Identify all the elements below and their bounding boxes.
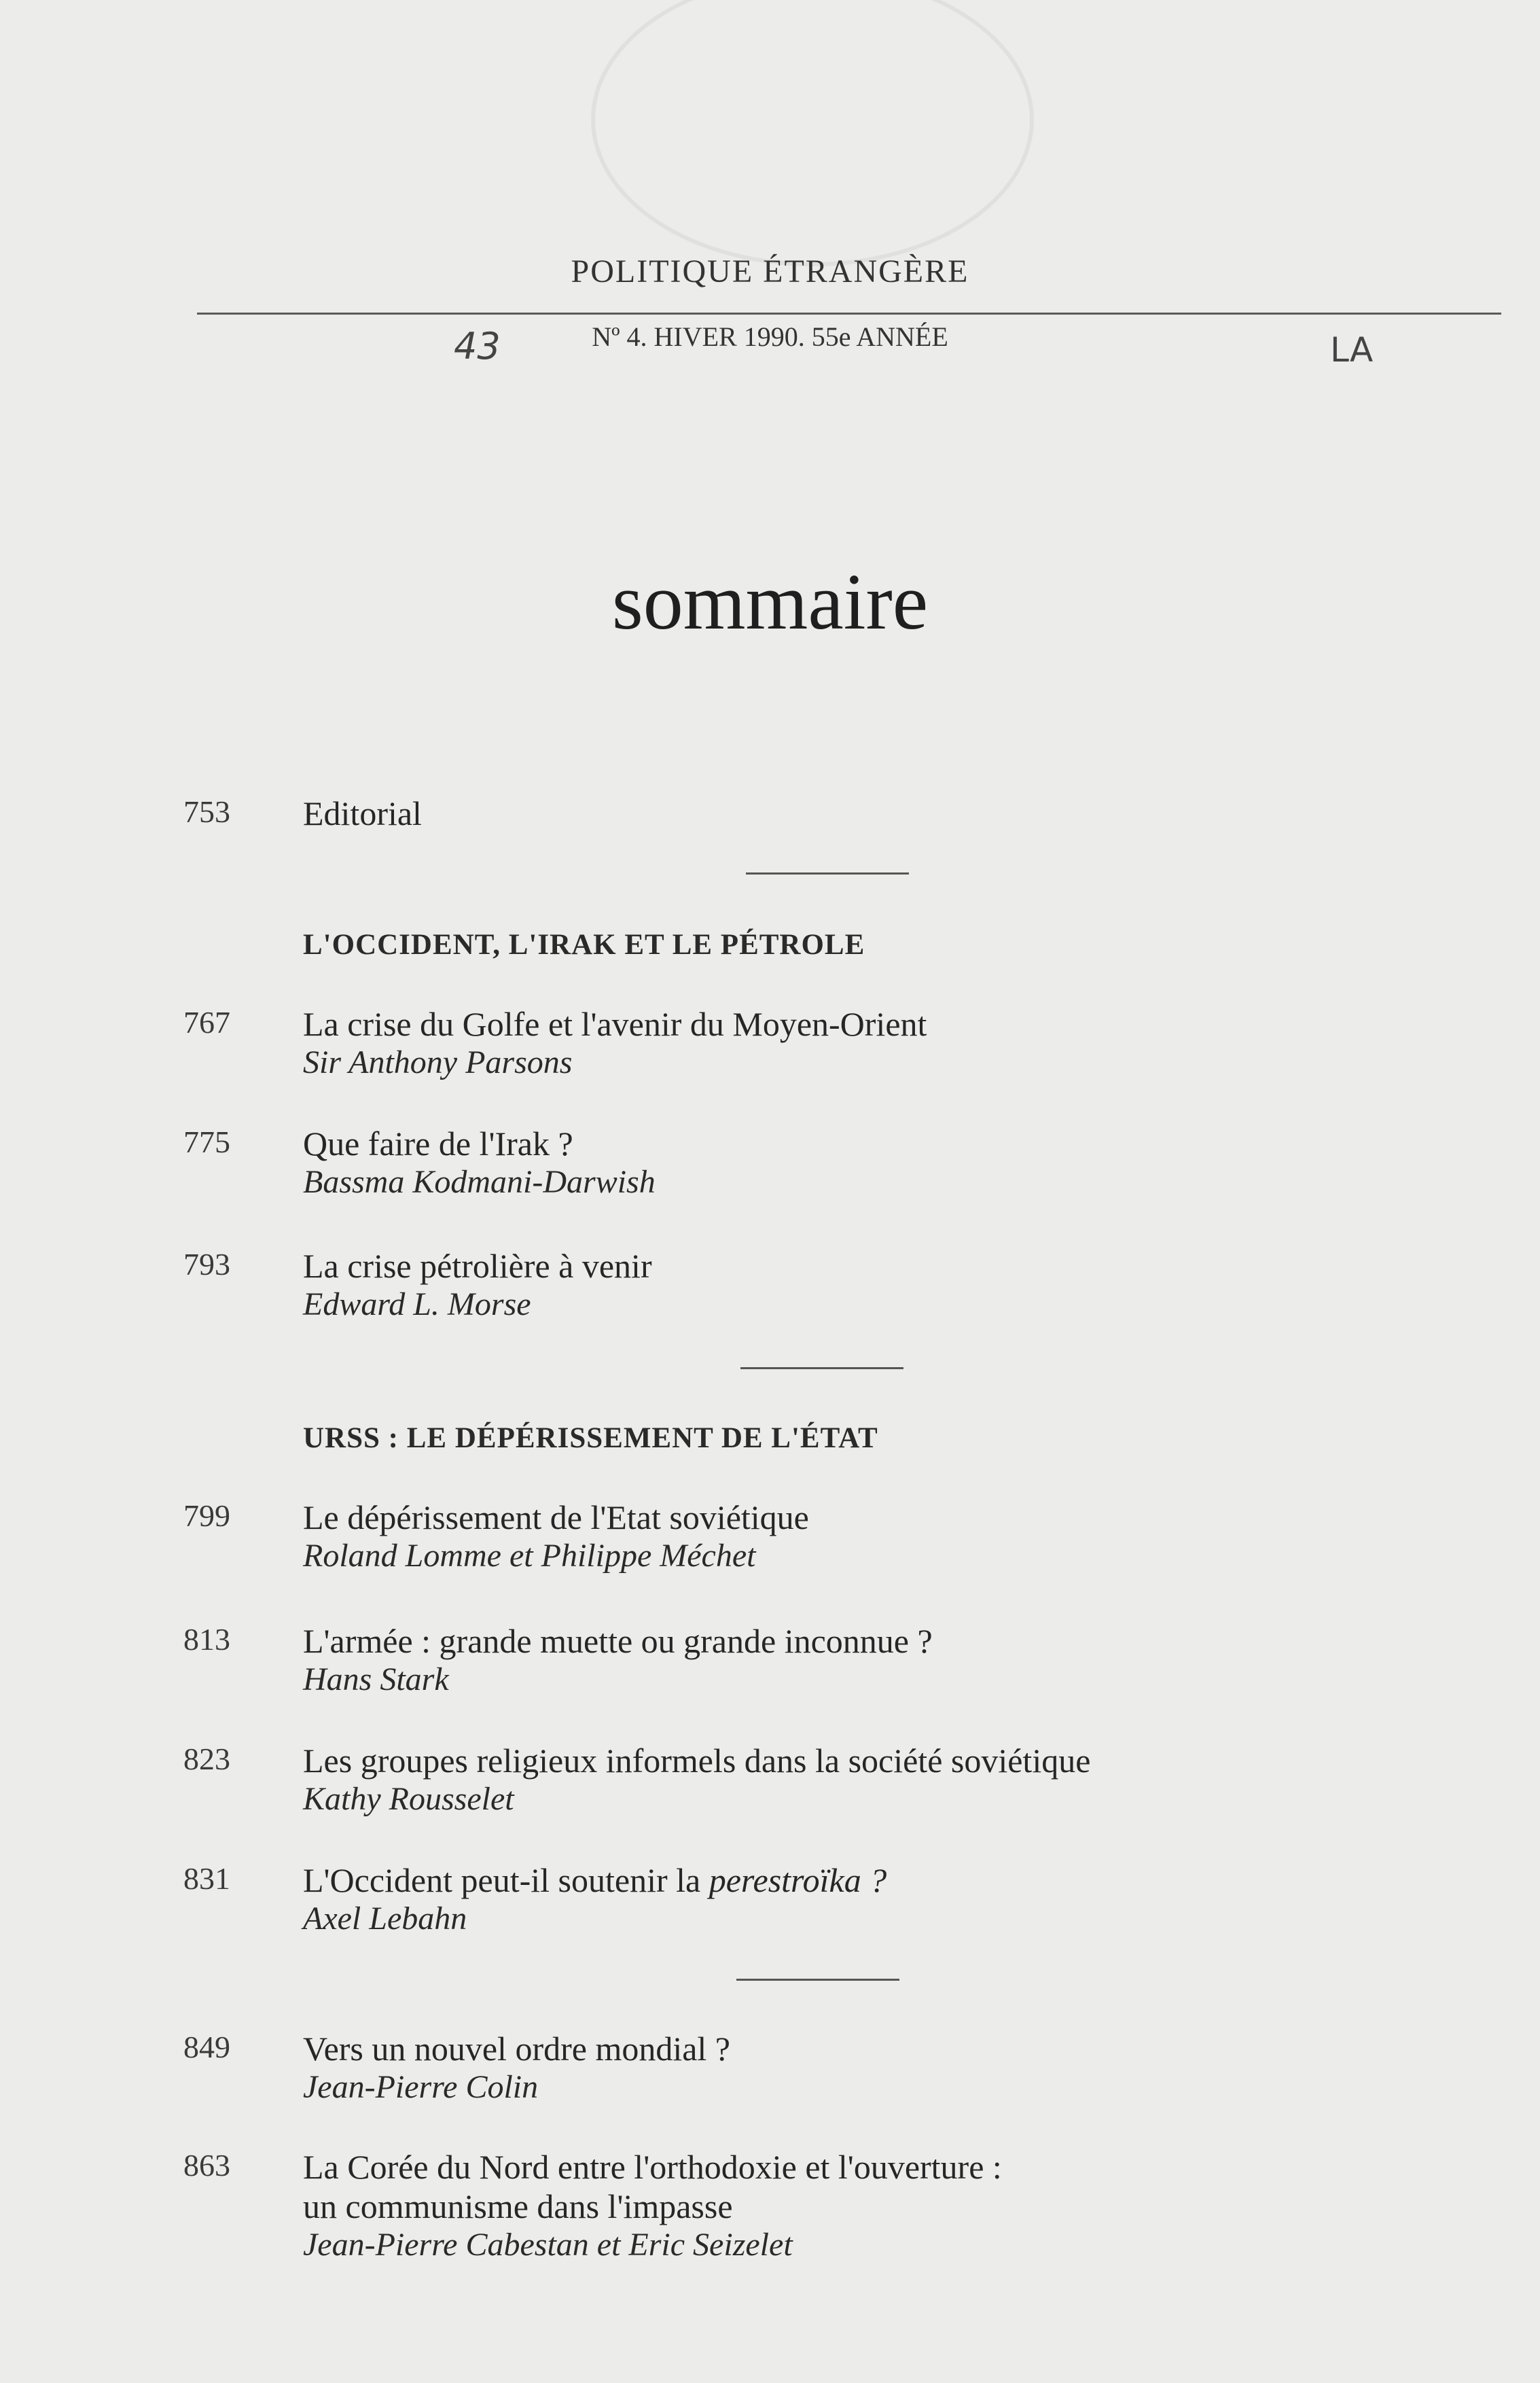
journal-title: POLITIQUE ÉTRANGÈRE <box>571 253 969 289</box>
section-divider <box>736 1979 899 1981</box>
article-title: Vers un nouvel ordre mondial ? <box>303 2030 731 2068</box>
page-number: 799 <box>183 1498 230 1533</box>
section-divider <box>746 872 909 875</box>
page-number: 775 <box>183 1125 230 1159</box>
article-title: Que faire de l'Irak ? <box>303 1125 573 1163</box>
article-title: La crise pétrolière à venir <box>303 1247 652 1285</box>
article-author: Jean-Pierre Colin <box>303 2069 539 2105</box>
article-title: La Corée du Nord entre l'orthodoxie et l'ouverture : <box>303 2148 1002 2186</box>
article-author: Edward L. Morse <box>303 1286 531 1322</box>
article-title <box>303 1860 887 1900</box>
page-number: 793 <box>183 1247 230 1282</box>
section-heading: L'OCCIDENT, L'IRAK ET LE PÉTROLE <box>303 929 865 961</box>
page-number: 849 <box>183 2030 230 2064</box>
article-author: Axel Lebahn <box>303 1901 467 1937</box>
page-number: 823 <box>183 1742 230 1776</box>
article-title: Editorial <box>303 794 422 832</box>
article-title-italic: perestroïka ? <box>709 1861 887 1899</box>
article-author: Sir Anthony Parsons <box>303 1044 573 1080</box>
page-number: 863 <box>183 2148 230 2183</box>
article-author: Roland Lomme et Philippe Méchet <box>303 1538 756 1574</box>
page-number: 767 <box>183 1005 230 1040</box>
article-author: Jean-Pierre Cabestan et Eric Seizelet <box>303 2227 793 2263</box>
issue-line <box>0 321 1540 353</box>
handwritten-note-left: 43 <box>454 325 501 368</box>
page-title: sommaire <box>611 557 929 646</box>
article-title: Le dépérissement de l'Etat soviétique <box>303 1498 809 1536</box>
page-number: 831 <box>183 1861 230 1896</box>
article-author: Kathy Rousselet <box>303 1781 514 1817</box>
library-stamp-ghost <box>591 0 1034 266</box>
page-number: 813 <box>183 1622 230 1657</box>
page-number: 753 <box>183 794 230 829</box>
article-title: Les groupes religieux informels dans la société soviétique <box>303 1742 1091 1780</box>
article-author: Bassma Kodmani-Darwish <box>303 1164 656 1200</box>
article-author: Hans Stark <box>303 1661 449 1697</box>
article-title: La crise du Golfe et l'avenir du Moyen-Orient <box>303 1005 927 1043</box>
issue-text: Nº 4. HIVER 1990. 55e ANNÉE <box>592 321 948 352</box>
article-title-text: L'Occident peut-il soutenir la <box>303 1861 701 1899</box>
header-rule <box>197 313 1501 315</box>
article-title: L'armée : grande muette ou grande inconnue ? <box>303 1622 933 1660</box>
article-title-line2: un communisme dans l'impasse <box>303 2187 733 2225</box>
section-heading: URSS : LE DÉPÉRISSEMENT DE L'ÉTAT <box>303 1422 878 1454</box>
section-divider <box>740 1367 903 1369</box>
handwritten-note-right: LA <box>1330 330 1374 370</box>
